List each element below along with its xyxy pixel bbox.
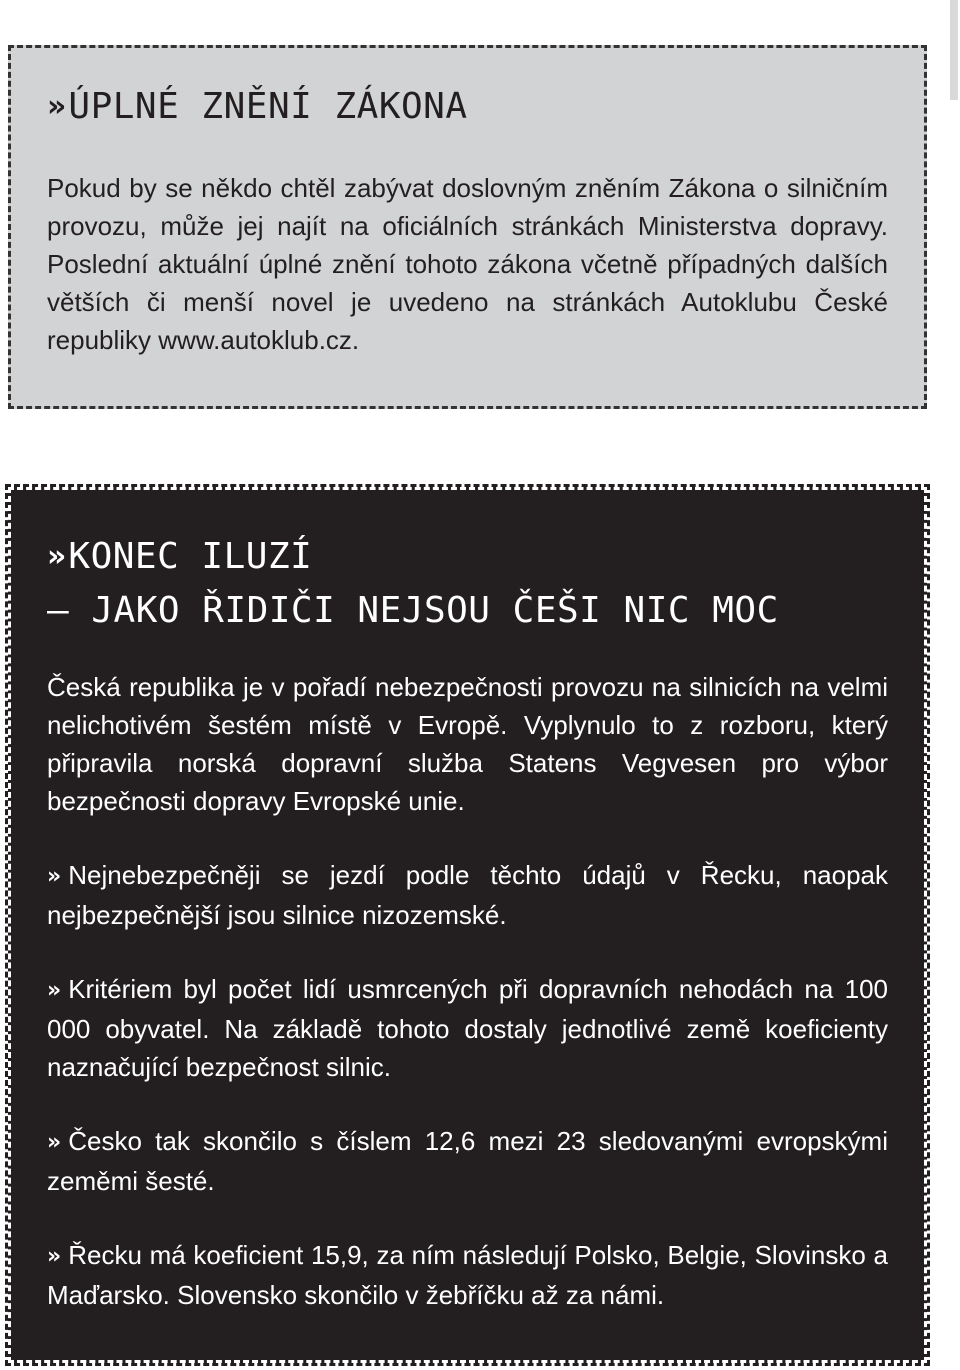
bullet-text: Kritériem byl počet lidí usmrcených při dopravních nehodách na 100 000 obyvatel. Na základě tohoto dostaly jednotlivé země koeficienty naznačující bezpečnost silnic. xyxy=(47,974,888,1082)
paragraph: Pokud by se někdo chtěl zabývat doslovným zněním Zákona o silničním provozu, může jej najít na oficiálních stránkách Ministerstva dopravy. Poslední aktuální úplné znění tohoto zákona včetně případných dalších větších či menší novel je uvedeno na stránkách Autoklubu České republiky www.autoklub.cz. xyxy=(47,173,888,355)
bullet-text: Řecku má koeficient 15,9, za ním následují Polsko, Belgie, Slovinsko a Maďarsko. Slovensko skončilo v žebříčku až za námi. xyxy=(47,1240,888,1310)
double-chevron-icon: » xyxy=(47,978,59,1003)
double-chevron-icon: » xyxy=(47,1244,59,1269)
heading-line-1: KONEC ILUZÍ xyxy=(68,536,313,577)
double-chevron-icon: » xyxy=(47,89,63,124)
bullet-text: Nejnebezpečněji se jezdí podle těchto údajů v Řecku, naopak nejbezpečnější jsou silnice nizozemské. xyxy=(47,860,888,930)
bullet-paragraph xyxy=(47,970,888,1086)
section-heading xyxy=(47,84,888,129)
info-box-end-of-illusions xyxy=(8,487,927,1363)
heading-line-2: – JAKO ŘIDIČI NEJSOU ČEŠI NIC MOC xyxy=(47,590,779,631)
scrollbar[interactable] xyxy=(950,0,958,100)
double-chevron-icon: » xyxy=(47,1130,59,1155)
section-heading xyxy=(47,530,888,638)
bullet-paragraph xyxy=(47,856,888,934)
double-chevron-icon: » xyxy=(47,864,59,889)
intro-paragraph: Česká republika je v pořadí nebezpečnosti provozu na silnicích na velmi nelichotivém šestém místě v Evropě. Vyplynulo to z rozboru, který připravila norská dopravní služba Statens Vegvesen pro výbor bezpečnosti dopravy Evropské unie. xyxy=(47,672,888,816)
bullet-paragraph xyxy=(47,1122,888,1200)
bullet-paragraph xyxy=(47,1236,888,1314)
heading-text: ÚPLNÉ ZNĚNÍ ZÁKONA xyxy=(68,86,468,127)
info-box-full-law xyxy=(8,45,927,409)
double-chevron-icon: » xyxy=(47,539,63,574)
bullet-text: Česko tak skončilo s číslem 12,6 mezi 23 sledovanými evropskými zeměmi šesté. xyxy=(47,1126,888,1196)
